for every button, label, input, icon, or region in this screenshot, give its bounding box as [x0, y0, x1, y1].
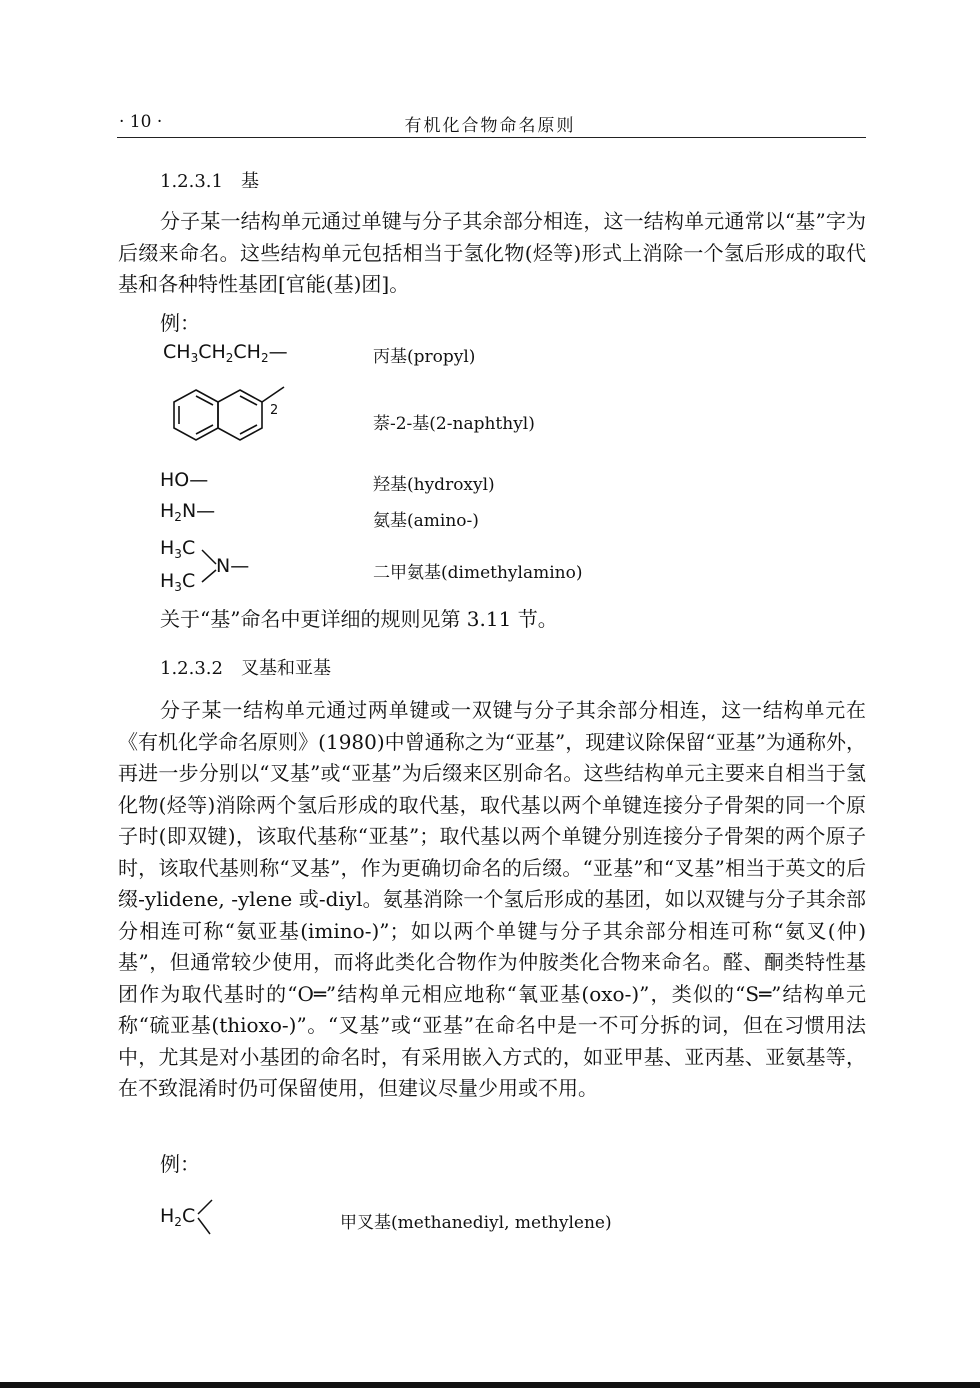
- running-title: 有机化合物命名原则: [404, 116, 576, 136]
- header-rule: [117, 137, 866, 138]
- dimethylamino-bonds: [200, 548, 220, 588]
- name-propyl: 丙基(propyl): [373, 347, 476, 367]
- naphthalene-structure: [160, 378, 300, 468]
- locant-2: 2: [270, 403, 279, 418]
- page-number: · 10 ·: [119, 112, 163, 132]
- name-dimethylamino: 二甲氨基(dimethylamino): [373, 563, 583, 583]
- section-heading-1-2-3-1: 1.2.3.1 基: [160, 171, 259, 192]
- formula-methylene: $H_2C$: [160, 1205, 196, 1229]
- formula-dimethylamino-n: N—: [216, 555, 250, 577]
- formula-dimethylamino-h3c-top: $H_3C$: [160, 537, 196, 561]
- formula-dimethylamino-h3c-bottom: $H_3C$: [160, 570, 196, 594]
- section-heading-1-2-3-2: 1.2.3.2 叉基和亚基: [160, 658, 331, 679]
- name-naphthyl: 萘-2-基(2-naphthyl): [373, 414, 535, 434]
- name-methylene: 甲叉基(methanediyl, methylene): [340, 1213, 612, 1233]
- example-label-2: 例：: [160, 1152, 200, 1176]
- example-label: 例：: [160, 311, 200, 335]
- formula-propyl: $CH_3CH_2CH_2—$: [163, 341, 288, 365]
- methylene-bonds: [196, 1196, 216, 1236]
- paragraph-1-2-3-2: 分子某一结构单元通过两单键或一双键与分子其余部分相连，这一结构单元在《有机化学命名原则》(1980)中曾通称之为“亚基”，现建议除保留“亚基”为通称外，再进一步分别以“叉基”或“亚基”为后缀来区别命名。这些结构单元主要来自相当于氢化物(烃等)消除两个氢后形成的取代基，取代基以两个单键连接分子骨架的同一个原子时(即双键)，该取代基称“亚基”；取代基以两个单键分别连接分子骨架的两个原子时，该取代基则称“叉基”，作为更确切命名的后缀。“亚基”和“叉基”相当于英文的后缀-ylidene, -ylene 或-diyl。氨基消除一个氢后形成的基团，如以双键与分子其余部分相连可称“氨亚基(imino-)”；如以两个单键与分子其余部分相连可称“氨叉(仲)基”，但通常较少使用，而将此类化合物作为仲胺类化合物来命名。醛、酮类特性基团作为取代基时的“O═”结构单元相应地称“氧亚基(oxo-)”，类似的“S═”结构单元称“硫亚基(thioxo-)”。“叉基”或“亚基”在命名中是一不可分拆的词，但在习惯用法中，尤其是对小基团的命名时，有采用嵌入方式的，如亚甲基、亚丙基、亚氨基等，在不致混淆时仍可保留使用，但建议尽量少用或不用。: [118, 698, 866, 1100]
- name-amino: 氨基(amino-): [373, 511, 479, 531]
- formula-amino: $H_2N—$: [160, 500, 216, 524]
- paragraph-1-2-3-1: 分子某一结构单元通过单键与分子其余部分相连，这一结构单元通常以“基”字为后缀来命名。这些结构单元包括相当于氢化物(烃等)形式上消除一个氢后形成的取代基和各种特性基团[官能(基)团]。: [118, 209, 866, 296]
- formula-hydroxyl: HO—: [160, 469, 209, 491]
- cross-reference-note: 关于“基”命名中更详细的规则见第 3.11 节。: [160, 607, 558, 631]
- name-hydroxyl: 羟基(hydroxyl): [373, 475, 495, 495]
- bottom-edge-bar: [0, 1382, 980, 1388]
